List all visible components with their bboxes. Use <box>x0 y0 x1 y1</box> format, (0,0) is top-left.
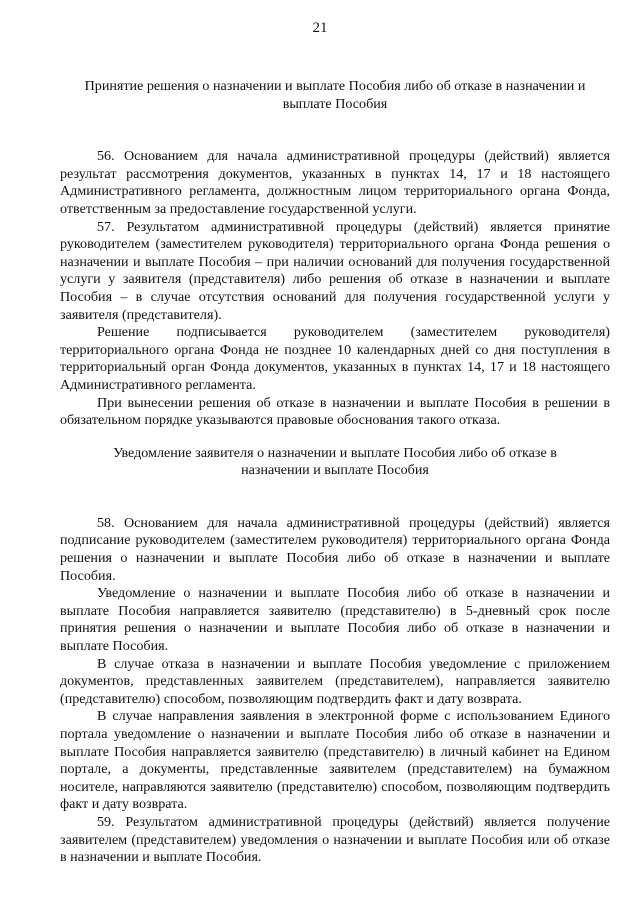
paragraph-59: 59. Результатом административной процедуры (действий) является получение заявителем (представителем) уведомления о назначении и выплате Пособия или об отказе в назначении и выплате Пособия. <box>60 813 610 866</box>
heading-line: назначении и выплате Пособия <box>241 462 429 479</box>
paragraph-refusal-return: В случае отказа в назначении и выплате Пособия уведомление с приложением документов, представленных заявителем (представителем), направляется заявителю (представителю) способом, позволяющим подтвердить факт и дату возврата. <box>60 655 610 707</box>
heading-line: Уведомление заявителя о назначении и выплате Пособия либо об отказе в <box>113 444 557 461</box>
section-heading-decision <box>60 78 610 113</box>
paragraph-signing: Решение подписывается руководителем (заместителем руководителя) территориального органа Фонда не позднее 10 календарных дней со дня поступления в территориальный орган Фонда документов, указанных в пунктах 14, 17 и 18 настоящего Административного регламента. <box>60 324 610 393</box>
page-number: 21 <box>312 20 328 36</box>
paragraph-56: 56. Основанием для начала административной процедуры (действий) является результат рассмотрения документов, указанных в пунктах 14, 17 и 18 настоящего Административного регламента, должностным лицом территориального органа Фонда, ответственным за предоставление государственной услуги. <box>60 148 610 217</box>
paragraph-notification-term: Уведомление о назначении и выплате Пособия либо об отказе в назначении и выплате Пособия направляется заявителю (представителю) в 5-дневный срок после принятия решения о назначении и выплате Пособия либо об отказе в назначении и выплате Пособия. <box>60 585 610 655</box>
section-heading-notification <box>60 445 610 480</box>
paragraph-58: 58. Основанием для начала административной процедуры (действий) является подписание руководителем (заместителем руководителя) территориального органа Фонда решения о назначении и выплате Пособия либо об отказе в назначении и выплате Пособия. <box>60 514 610 584</box>
paragraph-57: 57. Результатом административной процедуры (действий) является принятие руководителем (заместителем руководителя) территориального органа Фонда решения о назначении и выплате Пособия – при наличии оснований для получения государственной услуги у заявителя (представителя) либо решения об отказе в назначении и выплате Пособия – в случае отсутствия оснований для получения государственной услуги у заявителя (представителя). <box>60 218 610 323</box>
paragraph-electronic-form: В случае направления заявления в электронной форме с использованием Единого портала уведомление о назначении и выплате Пособия либо об отказе в назначении и выплате Пособия направляется заявителю (представителю) в личный кабинет на Едином портале, а документы, представленные заявителем (представителем) на бумажном носителе, направляются заявителю (представителю) способом, позволяющим подтвердить факт и дату возврата. <box>60 708 610 813</box>
heading-line: выплате Пособия <box>282 95 388 112</box>
paragraph-refusal-grounds: При вынесении решения об отказе в назначении и выплате Пособия в решении в обязательном порядке указываются правовые обоснования такого отказа. <box>60 394 610 429</box>
heading-line: Принятие решения о назначении и выплате Пособия либо об отказе в назначении и <box>84 78 586 94</box>
document-body <box>60 78 610 867</box>
